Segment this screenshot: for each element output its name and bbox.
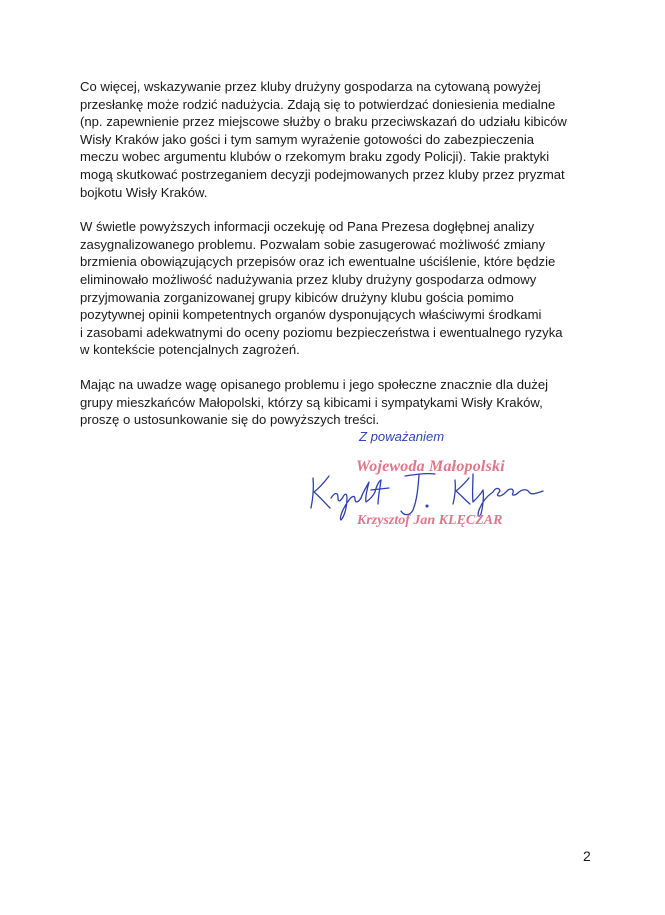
- letter-body: [80, 78, 595, 446]
- text-line: W świetle powyższych informacji oczekuję od Pana Prezesa dogłębnej analizy: [80, 219, 535, 235]
- text-line: (np. zapewnienie przez miejscowe służby o braku przeciwskazań do udziału kibiców: [80, 114, 567, 130]
- stamp-name: Krzysztof Jan KLĘCZAR: [357, 513, 503, 528]
- text-line: mogą skutkować postrzeganiem decyzji podejmowanych przez kluby przez pryzmat: [80, 166, 565, 182]
- text-line: bojkotu Wisły Kraków.: [80, 184, 208, 200]
- text-line: przyjmowania zorganizowanej grupy kibiców drużyny klubu gościa pomimo: [80, 289, 514, 305]
- text-line: zasygnalizowanego problemu. Pozwalam sobie zasugerować możliwość zmiany: [80, 236, 546, 252]
- closing-salutation: Z poważaniem: [359, 429, 445, 444]
- text-line: grupy mieszkańców Małopolski, którzy są kibicami i sympatykami Wisły Kraków,: [80, 394, 543, 410]
- paragraph-2: [80, 218, 595, 359]
- text-line: przesłankę może rodzić nadużycia. Zdają się to potwierdzać doniesienia medialne: [80, 96, 556, 112]
- text-line: w kontekście potencjalnych zagrożeń.: [80, 342, 300, 358]
- text-line: brzmienia obowiązujących przepisów oraz ich ewentualne uściślenie, które będzie: [80, 254, 556, 270]
- paragraph-1: [80, 78, 595, 201]
- text-line: pozytywnej opinii kompetentnych organów dysponujących właściwymi środkami: [80, 307, 542, 323]
- paragraph-3: [80, 376, 595, 429]
- stamp-title: Wojewoda Małopolski: [356, 458, 505, 475]
- text-line: Co więcej, wskazywanie przez kluby drużyny gospodarza na cytowaną powyżej: [80, 79, 541, 94]
- page-number: 2: [583, 848, 591, 864]
- text-line: meczu wobec argumentu klubów o rzekomym braku zgody Policji). Takie praktyki: [80, 149, 550, 165]
- text-line: Wisły Kraków jako gości i tym samym wyrażenie gotowości do zabezpieczenia: [80, 131, 535, 147]
- text-line: Mając na uwadze wagę opisanego problemu i jego społeczne znacznie dla dużej: [80, 376, 549, 392]
- text-line: eliminowało możliwość nadużywania przez kluby drużyny gospodarza odmowy: [80, 271, 537, 287]
- text-line: proszę o ustosunkowanie się do powyższych treści.: [80, 412, 380, 428]
- text-line: i zasobami adekwatnymi do oceny poziomu bezpieczeństwa i ewentualnego ryzyka: [80, 324, 563, 340]
